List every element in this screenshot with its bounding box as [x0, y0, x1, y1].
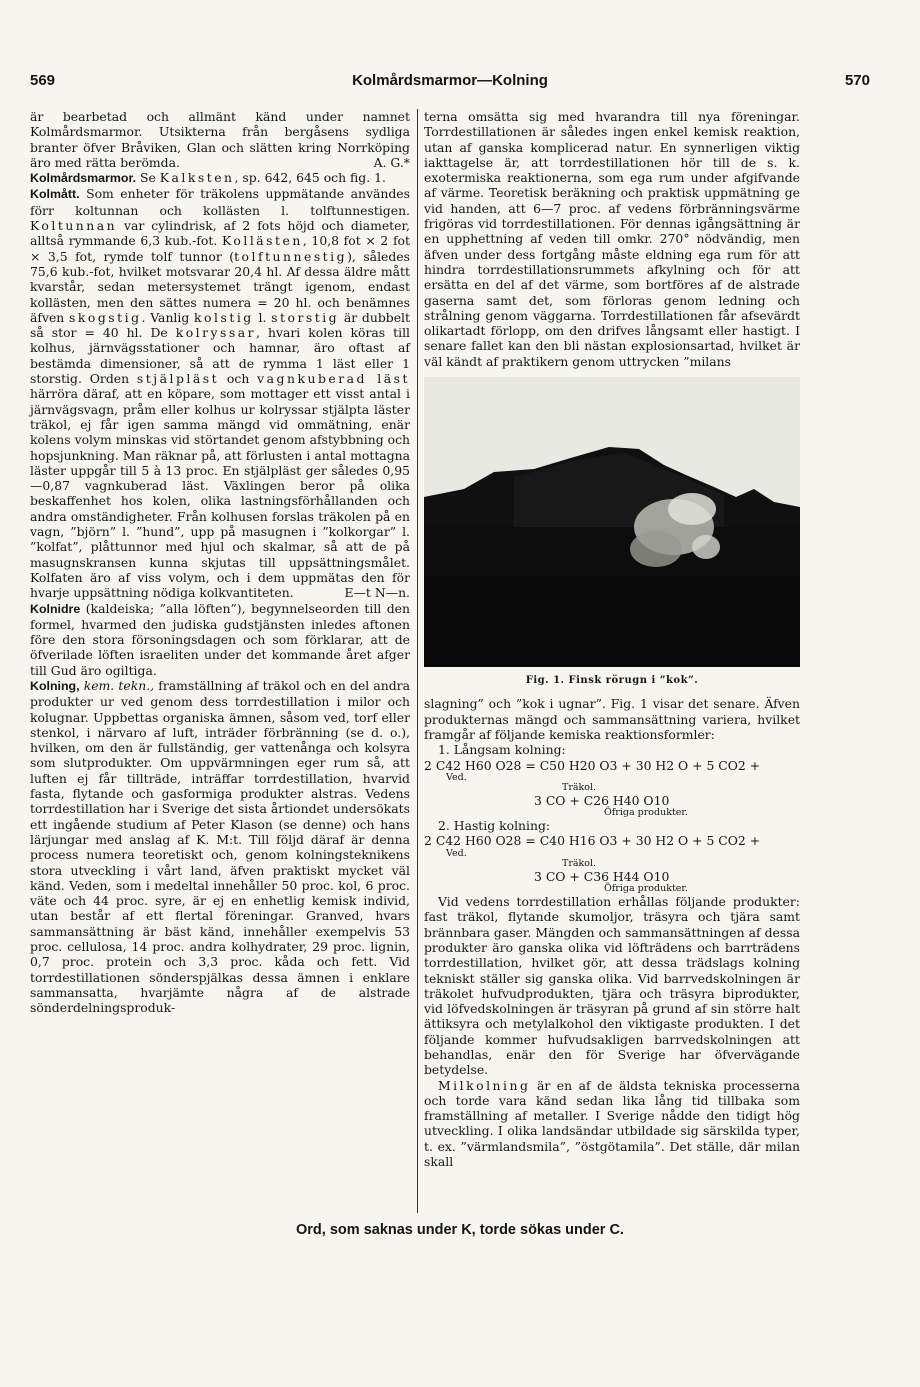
formula-line: 3 CO + C26 H40 O10 [534, 792, 670, 808]
formula-line: 2 C42 H60 O28 = C40 H16 O3 + 30 H2 O + 5 CO2 + [424, 833, 761, 849]
page-number-right: 570 [844, 72, 870, 89]
continued-paragraph: är bearbetad och allmänt känd under namnet Kolmårdsmarmor. Utsikterna från bergåsens sydliga branter öfver Bråviken, Glan och slätten kring Norrköping äro med rätta berömda. A. G.* [30, 109, 410, 170]
formula-title: 2. Hastig kolning: [438, 818, 551, 834]
running-title: Kolmårdsmarmor—Kolning [352, 72, 548, 89]
page-number-left: 569 [30, 72, 56, 89]
left-column [30, 109, 410, 1016]
entry-kolmardsmarmor: Kolmårdsmarmor. Se Kalksten, sp. 642, 645 och fig. 1. [30, 170, 386, 186]
right-column [424, 109, 800, 1169]
paragraph-milkolning: Milkolning är en af de äldsta tekniska processerna och torde vara känd sedan lika lång tid tillbaka som framställning af metaller. I Sverige nådde den tidigt hög utveckling. I olika landsändar utbildade sig särskilda typer, t. ex. ”värmlandsmila”, ”östgötamila”. Det ställe, där milan skall [424, 1077, 800, 1170]
formula-label-ovriga: Öfriga produkter. [604, 883, 688, 895]
entry-kolning: Kolning, kem. tekn., framställning af träkol och en del andra produkter ur ved genom dess torrdestillation i milor och kolugnar. Uppbettas organiska ämnen, såsom ved, torf eller stenkol, i närvaro af luft, inträder förbränning (se d. o.), hvilken, om den är fullständig, ger vattenånga och kolsyra som slutprodukter. Om uppvärmningen eger rum så, att luften ej får tillträde, inträffar torrdestillation, hvarvid fasta, flytande och gasformiga produkter alstras. Vedens torrdestillation har i Sverige det sista årtiondet undersökats ett ingående studium af Peter Klason (se denne) och hans lärjungar med anslag af K. M:t. Till följd däraf är denna process numera teoretiskt och, genom kolningsteknikens stora utveckling i vårt land, äfven praktiskt mycket väl känd. Veden, som i medeltal innehåller 50 proc. kol, 6 proc. väte och 44 proc. syre, är ej en enhetlig kemisk individ, utan består af ett flertal föreningar. Granved, hvars sammansättning är bäst känd, innehåller exempelvis 53 proc. cellulosa, 14 proc. andra kolhydrater, 29 proc. lignin, 0,7 proc. protein och 3,3 proc. kåda och fett. Vid torrdestillationen sönderspjälkas dessa ämnen i enklare sammansatta, hvarjämte några af de alstrade sönderdelningsproduk- [30, 677, 410, 1016]
formula-label-trakol: Träkol. [562, 857, 597, 869]
formula-title: 1. Långsam kolning: [438, 742, 566, 758]
author-signature: E—t N—n. [344, 585, 410, 601]
kiln-photo-illustration [424, 377, 800, 667]
entry-headword: Kolmått. [30, 187, 80, 202]
entry-kolmatt: Kolmått. Som enheter för träkolens uppmätande användes förr koltunnan och kollästen l. tolftunnestigen. Koltunnan var cylindrisk, af 2 fots höjd och diameter, alltså rymmande 6,3 kub.-fot. Kollästen, 10,8 fot × 2 fot × 3,5 fot, rymde tolf tunnor (tolftunnestig), således 75,6 kub.-fot, hvilket motsvarar 20,4 hl. Af dessa äldre mått kvarstår, sedan metersystemet trängt igenom, endast kollästen, men den sättes numera = 20 hl. och benämnes äfven skogstig. Vanlig kolstig l. storstig är dubbelt så stor = 40 hl. De kolryssar, hvari kolen köras till kolhus, järnvägsstationer och hamnar, äro oftast af bestämda dimensioner, så att de rymma 1 läst eller 1 storstig. Orden stjälpläst och vagnkuberad läst härröra däraf, att en köpare, som mottager ett visst antal i järnvägsvagn, pråm eller kolhus ur kolryssar stjälpta läster träkol, ej får igen samma mängd vid ommätning, enär kolens volym minskas vid störtandet genom afstybbning och hopsjunkning. Man räknar på, att förlusten i antal mottagna läster uppgår till 5 à 13 proc. En stjälpläst ger således 0,95—0,87 vagnkuberad läst. Växlingen beror på olika beskaffenhet hos kolen, olika lastningsförhållanden och andra omständigheter. Från kolhusen forslas träkolen på en vagn, ”björn” l. ”hund”, upp på masugnen i ”kolkorgar” l. ”kolfat”, plåttunnor med hjul och skalmar, så att de på masugnskransen kunna skjutas till uppsättningsmålet. Kolfaten äro af viss volym, och i dem uppmätas den för hvarje uppsättning nödiga kolkvantiteten. E—t N—n. [30, 186, 410, 601]
column-divider [417, 109, 418, 1213]
entry-headword: Kolnidre [30, 601, 81, 616]
entry-headword: Kolmårdsmarmor. [30, 171, 137, 186]
entry-headword: Kolning, [30, 678, 80, 693]
formula-label-ovriga: Öfriga produkter. [604, 807, 688, 819]
footer-note: Ord, som saknas under K, torde sökas under C. [296, 1222, 624, 1238]
figure-photo [424, 377, 800, 667]
formula-label-trakol: Träkol. [562, 781, 597, 793]
page-header [30, 72, 870, 96]
formula-line: 2 C42 H60 O28 = C50 H20 O3 + 30 H2 O + 5 CO2 + [424, 757, 761, 773]
entry-kolnidre: Kolnidre (kaldeiska; ”alla löften”), begynnelseorden till den formel, hvarmed den judiska gudstjänsten inledes aftonen före den stora försoningsdagen och som förklarar, att de öfverilade löften israeliten under det kommande året afger till Gud äro ogiltiga. [30, 600, 410, 678]
paragraph: Vid vedens torrdestillation erhållas följande produkter: fast träkol, flytande skumoljor, träsyra och tjära samt brännbara gaser. Mängden och sammansättningen af dessa produkter äro ganska olika vid löfträdens och barrträdens torrdestillation, hvilket gör, att dessa trädslags kolning tekniskt ställer sig ganska olika. Vid barrvedskolningen är träkolet hufvudprodukten, tjära och träsyra biprodukter, vid löfvedskolningen är träsyran på grund af sin större halt ättiksyra och metylalkohol den viktigaste produkten. I det följande kommer hufvudsakligen barrvedskolningen att behandlas, enär den för Sverige har öfvervägande betydelse. [424, 894, 800, 1078]
formula-label-ved: Ved. [446, 771, 467, 783]
figure-caption: Fig. 1. Finsk rörugn i ”kok”. [525, 675, 699, 687]
continued-paragraph: terna omsätta sig med hvarandra till nya föreningar. Torrdestillationen är således ingen enkel kemisk reaktion, utan af ganska komplicerad natur. En synnerligen viktig iakttagelse är, att torrdestillationen hör till de s. k. exotermiska reaktionerna, som ega rum under afgifvande af värme. Teoretisk beräkning och praktisk uppmätning ge vid handen, att 6—7 proc. af vedens förbränningsvärme frigöras vid torrdestillationen. För dennas igångsättning är en upphettning af veden till omkr. 270° nödvändig, men äfven under dess fortgång måste eldning ega rum för att hindra torrdestillationsrummets afkylning och för att ersätta en del af det värme, som bortföres af de alstrade gaserna samt det, som förloras genom ledning och strålning genom väggarna. Torrdestillationen får afsevärdt olikartadt förlopp, om den drifves långsamt eller hastigt. I senare fallet kan den bli nästan explosionsartad, hvilket är väl kändt af praktikern genom uttrycken ”milans [424, 109, 800, 369]
author-signature: A. G.* [373, 154, 410, 170]
formula-label-ved: Ved. [446, 847, 467, 859]
paragraph: slagning” och ”kok i ugnar”. Fig. 1 visar det senare. Äfven produkternas mängd och sammansättning variera, hvilket framgår af följande kemiska reaktionsformler: [424, 696, 800, 742]
formula-line: 3 CO + C36 H44 O10 [534, 868, 670, 884]
